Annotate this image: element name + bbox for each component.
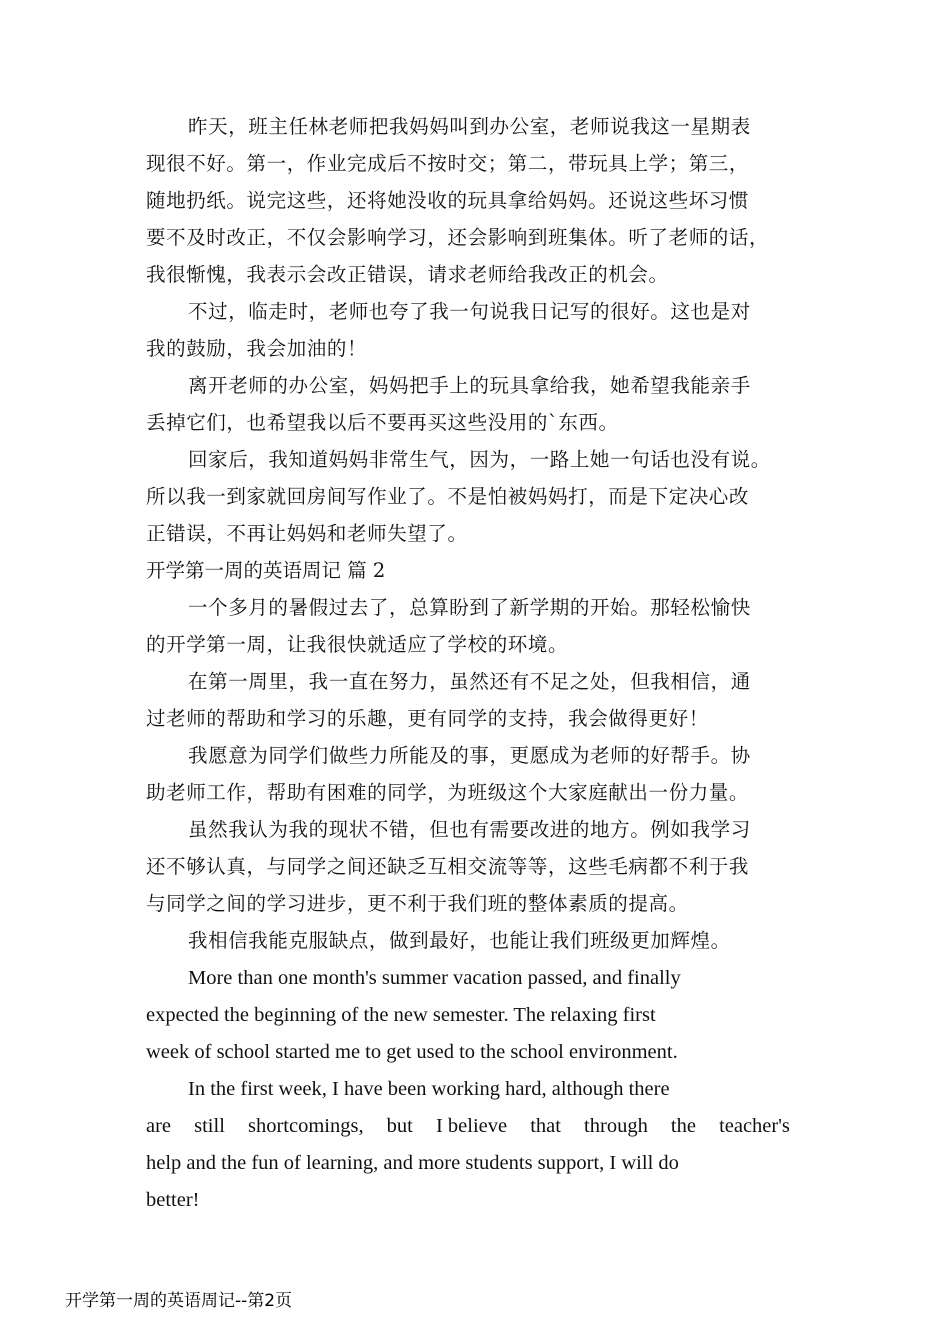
page-footer: 开学第一周的英语周记--第2页: [65, 1291, 293, 1311]
paragraph-line: 离开老师的办公室，妈妈把手上的玩具拿给我，她希望我能亲手: [188, 374, 751, 397]
paragraph-line: 助老师工作，帮助有困难的同学，为班级这个大家庭献出一份力量。: [146, 781, 750, 804]
paragraph-line: 虽然我认为我的现状不错，但也有需要改进的地方。例如我学习: [188, 818, 751, 841]
paragraph-line: 我的鼓励，我会加油的！: [146, 337, 368, 360]
paragraph-line: 还不够认真，与同学之间还缺乏互相交流等等，这些毛病都不利于我: [146, 855, 750, 878]
paragraph-line: 昨天，班主任林老师把我妈妈叫到办公室，老师说我这一星期表: [188, 115, 751, 138]
paragraph-line: 我愿意为同学们做些力所能及的事，更愿成为老师的好帮手。协: [188, 744, 751, 767]
paragraph-line: 与同学之间的学习进步，更不利于我们班的整体素质的提高。: [146, 892, 689, 915]
paragraph-line: 我相信我能克服缺点，做到最好，也能让我们班级更加辉煌。: [188, 929, 731, 952]
paragraph-line: 过老师的帮助和学习的乐趣，更有同学的支持，我会做得更好！: [146, 707, 709, 730]
english-word: through: [584, 1115, 648, 1137]
paragraph-line: 的开学第一周，让我很快就适应了学校的环境。: [146, 633, 569, 656]
paragraph-line: 不过，临走时，老师也夸了我一句说我日记写的很好。这也是对: [188, 300, 751, 323]
english-word: shortcomings,: [247, 1115, 364, 1137]
paragraph-line: 随地扔纸。说完这些，还将她没收的玩具拿给妈妈。还说这些坏习惯: [146, 189, 750, 212]
english-word: that: [530, 1115, 561, 1137]
paragraph-line: 所以我一到家就回房间写作业了。不是怕被妈妈打，而是下定决心改: [146, 485, 750, 508]
paragraph-line: 丢掉它们，也希望我以后不要再买这些没用的`东西。: [146, 411, 619, 434]
english-line: In the first week, I have been working hard, although there: [188, 1078, 670, 1100]
paragraph-line: 正错误，不再让妈妈和老师失望了。: [146, 522, 468, 545]
english-word: the: [670, 1115, 696, 1137]
english-line: help and the fun of learning, and more students support, I will do: [146, 1152, 679, 1174]
paragraph-line: 要不及时改正，不仅会影响学习，还会影响到班集体。听了老师的话，: [146, 226, 770, 249]
paragraph-line: 我很惭愧，我表示会改正错误，请求老师给我改正的机会。: [146, 263, 669, 286]
paragraph-line: 一个多月的暑假过去了，总算盼到了新学期的开始。那轻松愉快: [188, 596, 751, 619]
english-word: but: [386, 1115, 413, 1137]
english-word: teacher's: [719, 1115, 790, 1137]
english-line: week of school started me to get used to the school environment.: [146, 1041, 678, 1063]
section-heading: 开学第一周的英语周记 篇 2: [146, 559, 386, 582]
english-line: expected the beginning of the new semester. The relaxing first: [146, 1004, 656, 1026]
paragraph-line: 在第一周里，我一直在努力，虽然还有不足之处，但我相信，通: [188, 670, 751, 693]
english-line-justified: [146, 1114, 790, 1138]
english-line: More than one month's summer vacation passed, and finally: [188, 967, 681, 989]
english-word: I believe: [435, 1115, 508, 1137]
english-line: better!: [146, 1189, 200, 1211]
paragraph-line: 回家后，我知道妈妈非常生气，因为，一路上她一句话也没有说。: [188, 448, 771, 471]
paragraph-line: 现很不好。第一，作业完成后不按时交；第二，带玩具上学；第三，: [146, 152, 750, 175]
english-word: are: [146, 1115, 172, 1137]
english-word: still: [194, 1115, 225, 1137]
